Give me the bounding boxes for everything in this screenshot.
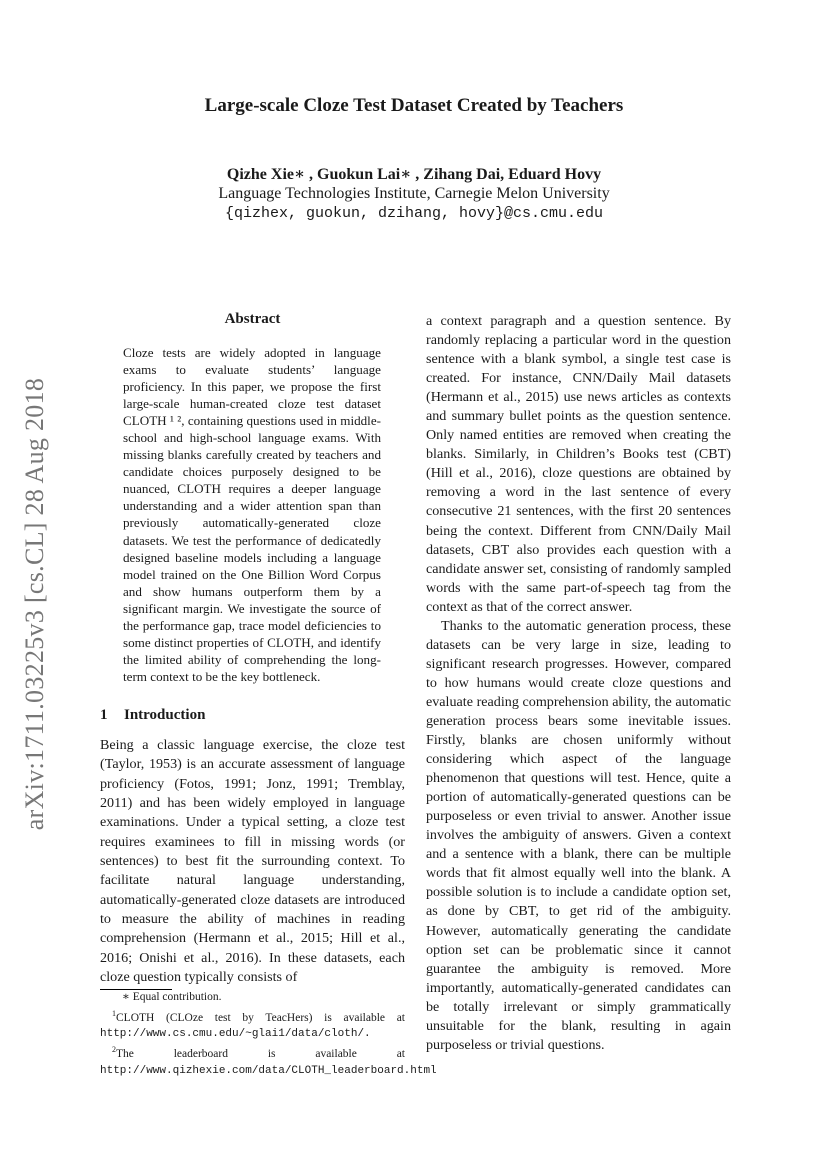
arxiv-stamp: arXiv:1711.03225v3 [cs.CL] 28 Aug 2018 <box>20 377 49 831</box>
abstract-heading: Abstract <box>224 311 281 327</box>
footnote-2-text: The leaderboard is available at <box>116 1048 405 1061</box>
intro-paragraph <box>100 736 405 987</box>
intro-paragraph-text: Being a classic language exercise, the cloze test (Taylor, 1953) is an accurate assessment of language proficiency (Fotos, 1991; Jonz, 1991; Tremblay, 2011) and has been widely employed in language examinations. Under a typical setting, a cloze test requires examinees to fill in missing words (or sentences) to best fit the surrounding context. To facilitate natural language understanding, automatically-generated cloze datasets are introduced to measure the ability of machines in reading comprehension (Hermann et al., 2015; Hill et al., 2016; Onishi et al., 2016). In these datasets, each cloze question typically consists of <box>100 737 405 986</box>
footnote-2-link[interactable]: http://www.qizhexie.com/data/CLOTH_leaderboard.html <box>100 1064 437 1077</box>
footnote-2-mark: 2 <box>112 1045 116 1055</box>
right-column-paragraph-2: Thanks to the automatic generation process, these datasets can be very large in size, leading to significant research progresses. However, compared to how humans would create cloze questions and evaluate reading comprehension ability, the automatic generation process bears some inevitable issues. Firstly, blanks are chosen uniformly without considering which aspect of the language phenomenon that questions will test. Hence, quite a portion of automatically-generated questions can be purposeless or even trivial to answer. Another issue involves the ambiguity of answers. Given a context and a sentence with a blank, there can be multiple words that fit almost equally well into the blank. A possible solution is to include a candidate option set, as done by CBT, to get rid of the ambiguity. However, automatically generating the candidate option set can be problematic since it cannot guarantee the ambiguity is removed. More importantly, automatically-generated candidates can be totally irrelevant or simply grammatically unsuitable for the blank, resulting in again purposeless or trivial questions. <box>426 617 731 1053</box>
paper-title: Large-scale Cloze Test Dataset Created by Teachers <box>204 95 624 116</box>
footnote-1-mark: 1 <box>112 1008 116 1018</box>
footnote-2 <box>100 1042 437 1079</box>
footnote-1-text: CLOTH (CLOze test by TeacHers) is available at <box>116 1011 405 1024</box>
right-column-paragraph-1: a context paragraph and a question sentence. By randomly replacing a particular word in the question sentence with a blank symbol, a single test case is created. For instance, CNN/Daily Mail datasets (Hermann et al., 2015) use news articles as contexts and summary bullet points as the question sentence. Only named entities are removed when creating the blanks. Similarly, in Children’s Books test (CBT) (Hill et al., 2016), cloze questions are obtained by removing a word in the last sentence of every consecutive 21 sentences, with the first 20 sentences being the context. Different from CNN/Daily Mail datasets, CBT also provides each question with a candidate answer set, consisting of randomly sampled words with the same part-of-speech tag from the context as that of the correct answer. <box>426 313 731 615</box>
right-column <box>426 312 731 1055</box>
author-list: Qizhe Xie∗ , Guokun Lai∗ , Zihang Dai, Eduard Hovy <box>226 166 602 183</box>
footnotes <box>100 990 437 1079</box>
section-number: 1 <box>100 707 108 723</box>
section-title: Introduction <box>124 707 206 723</box>
footnote-1 <box>100 1006 405 1043</box>
author-emails: {qizhex, guokun, dzihang, hovy}@cs.cmu.edu <box>224 205 604 222</box>
affiliation: Language Technologies Institute, Carnegie Melon University <box>218 185 610 202</box>
footnote-equal-contribution: ∗ Equal contribution. <box>122 991 222 1003</box>
section-heading-introduction <box>100 707 410 724</box>
footnote-1-link[interactable]: http://www.cs.cmu.edu/~glai1/data/cloth/. <box>100 1027 371 1040</box>
abstract-text: Cloze tests are widely adopted in language exams to evaluate students’ language proficiency. In this paper, we propose the first large-scale human-created cloze test dataset CLOTH ¹ ², containing questions used in middle-school and high-school language exams. With missing blanks carefully created by teachers and candidate choices purposely designed to be nuanced, CLOTH requires a deeper language understanding and a wider attention span than previously automatically-generated cloze datasets. We test the performance of dedicatedly designed baseline models including a language model trained on the One Billion Word Corpus and show humans outperform them by a significant margin. We investigate the source of the performance gap, trace model deficiencies to some distinct properties of CLOTH, and identify the limited ability of comprehending the long-term context to be the key bottleneck. <box>123 345 381 684</box>
